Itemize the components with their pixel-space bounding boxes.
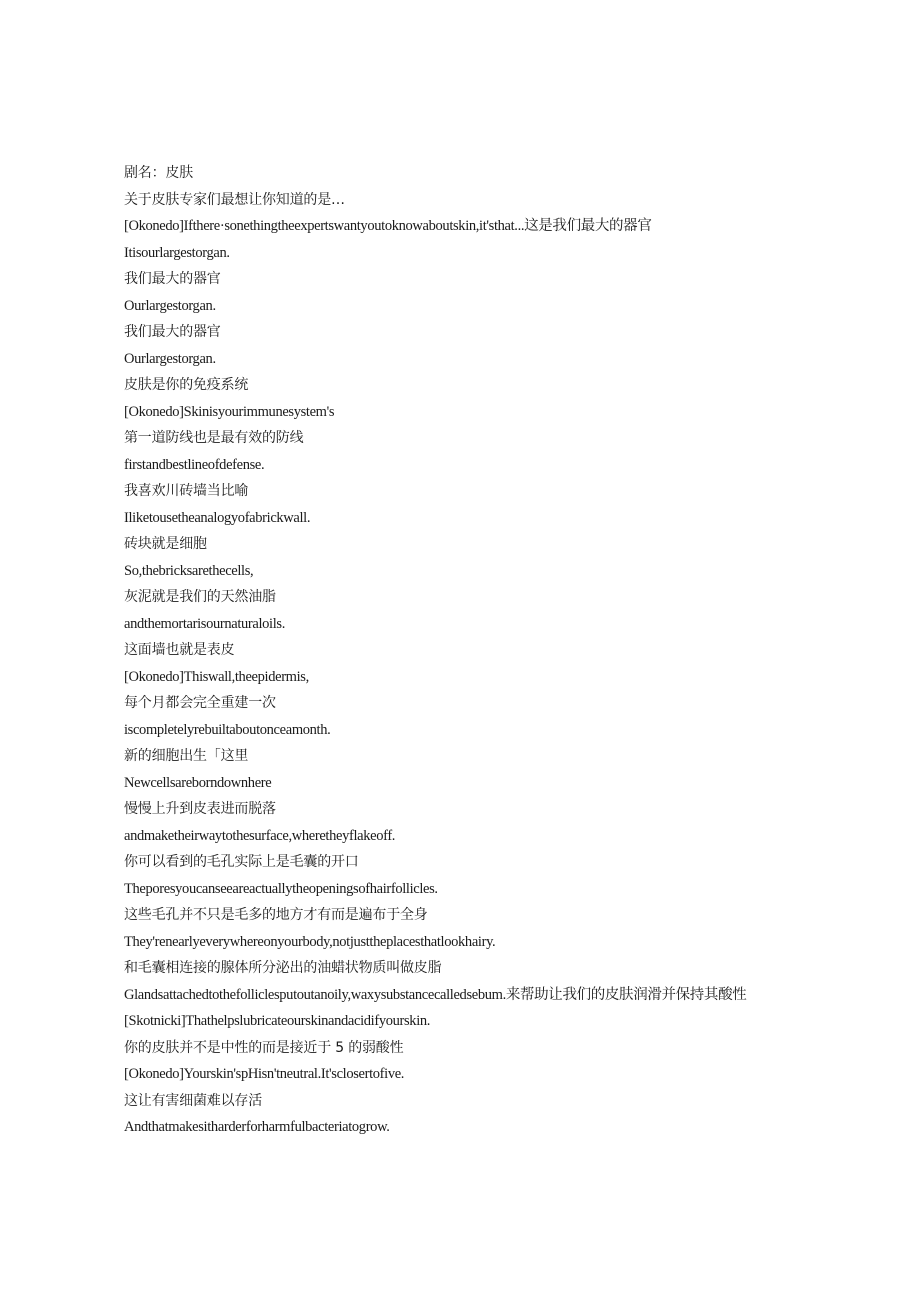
subtitle-line-en: Andthatmakesitharderforharmfulbacteriatogrow. xyxy=(124,1119,390,1135)
subtitle-line-en: [Skotnicki]Thathelpslubricateourskinandacidifyourskin. xyxy=(124,1013,431,1029)
subtitle-line-en: [Okonedo]Yourskin'spHisn'tneutral.It'sclosertofive. xyxy=(124,1066,405,1082)
subtitle-line-en: andthemortarisournaturaloils. xyxy=(124,615,285,632)
subtitle-line-en: firstandbestlineofdefense. xyxy=(124,456,265,473)
document-body xyxy=(124,160,764,1141)
subtitle-line-en: Newcellsareborndownhere xyxy=(124,774,272,791)
subtitle-line-en: They'renearlyeverywhereonyourbody,notjusttheplacesthatlookhairy. xyxy=(124,933,496,950)
subtitle-line-en: [Okonedo]Thiswall,theepidermis, xyxy=(124,668,309,685)
show-title: 剧名：皮肤 xyxy=(124,165,193,181)
subtitle-line-zh: 砖块就是细胞 xyxy=(124,536,207,552)
subtitle-line-mixed: [Okonedo]Ifthere·sonethingtheexpertswantyoutoknowaboutskin,it'sthat...这是我们最大的器官 xyxy=(124,218,652,234)
subtitle-line-zh: 灰泥就是我们的天然油脂 xyxy=(124,589,276,605)
subtitle-line-zh: 我喜欢川砖墙当比喻 xyxy=(124,483,249,499)
subtitle-line-en: Ourlargestorgan. xyxy=(124,350,216,367)
subtitle-line-zh: 我们最大的器官 xyxy=(124,324,221,340)
subtitle-line-zh: 这面墙也就是表皮 xyxy=(124,642,235,658)
subtitle-line-zh: 我们最大的器官 xyxy=(124,271,221,287)
subtitle-line-zh: 慢慢上升到皮表进而脱落 xyxy=(124,801,276,817)
subtitle-line-en: iscompletelyrebuiltaboutonceamonth. xyxy=(124,721,331,738)
subtitle-line-zh: 第一道防线也是最有效的防线 xyxy=(124,430,304,446)
subtitle-line-zh: 新的细胞出生「这里 xyxy=(124,748,249,764)
subtitle-line-zh: 你的皮肤并不是中性的而是接近于 5 的弱酸性 xyxy=(124,1039,404,1056)
subtitle-line-en: Iliketousetheanalogyofabrickwall. xyxy=(124,509,311,526)
subtitle-line-mixed: Glandsattachedtothefolliclesputoutanoily,waxysubstancecalledsebum.来帮助让我们的皮肤润滑并保持其酸性 xyxy=(124,986,747,1003)
subtitle-line-en: Itisourlargestorgan. xyxy=(124,244,230,261)
subtitle-line-zh: 你可以看到的毛孔实际上是毛囊的开口 xyxy=(124,854,359,870)
subtitle-line-en: So,thebricksarethecells, xyxy=(124,562,254,579)
subtitle-line-en: [Okonedo]Skinisyourimmunesystem's xyxy=(124,403,335,420)
subtitle-line-zh: 这让有害细菌难以存活 xyxy=(124,1092,262,1109)
subtitle-line-zh: 皮肤是你的免疫系统 xyxy=(124,377,249,393)
subtitle-line-zh: 这些毛孔并不只是毛多的地方才有而是遍布于全身 xyxy=(124,907,428,923)
subtitle-line-en: andmaketheirwaytothesurface,wheretheyflakeoff. xyxy=(124,827,396,844)
subtitle-line-zh: 每个月都会完全重建一次 xyxy=(124,695,276,711)
subtitle-line-en: Theporesyoucanseeareactuallytheopeningsofhairfollicles. xyxy=(124,880,438,897)
subtitle-line-en: Ourlargestorgan. xyxy=(124,297,216,314)
subtitle-line-zh: 和毛囊相连接的腺体所分泌出的油蜡状物质叫做皮脂 xyxy=(124,960,442,976)
subtitle-line-zh: 关于皮肤专家们最想让你知道的是… xyxy=(124,191,345,208)
